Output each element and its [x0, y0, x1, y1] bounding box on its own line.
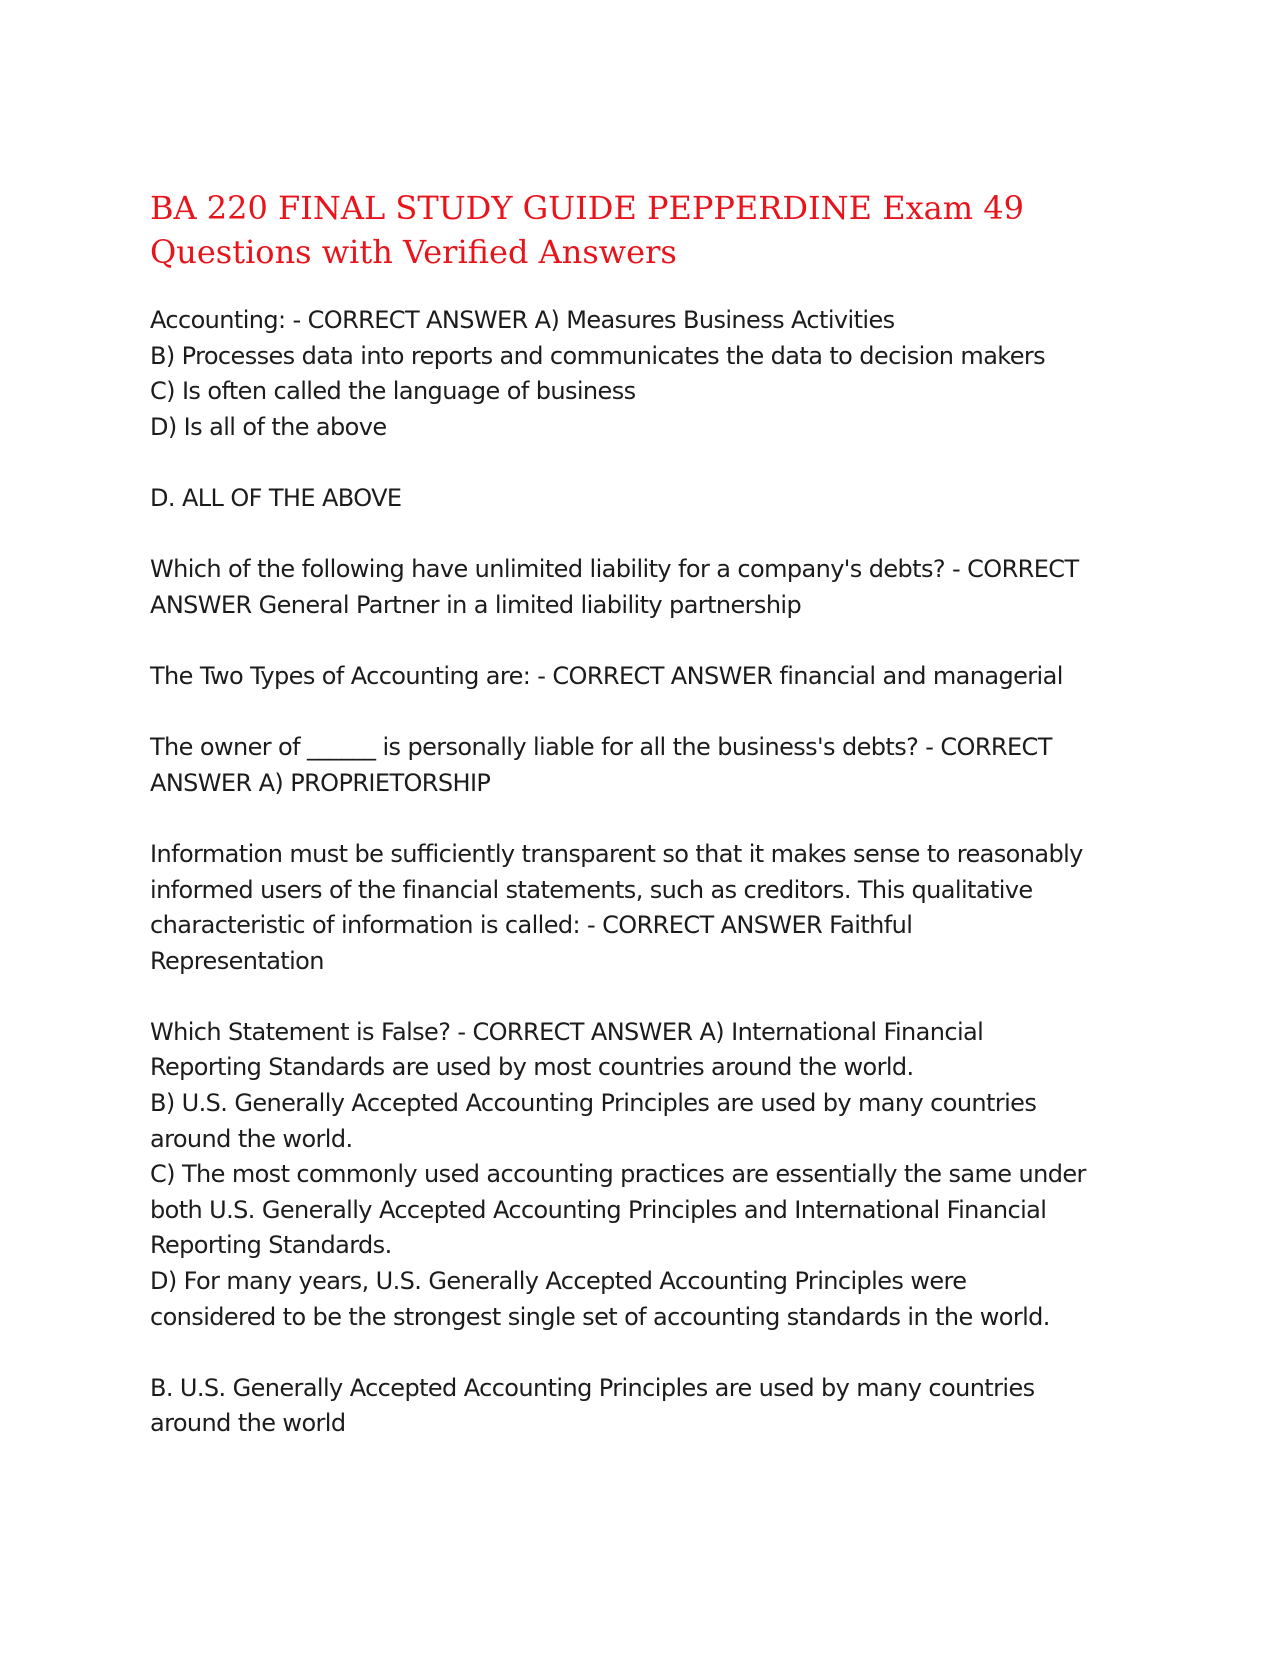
text-line: B) Processes data into reports and communicates the data to decision makers — [150, 341, 1046, 370]
qa-paragraph — [150, 659, 1130, 695]
text-line: Reporting Standards. — [150, 1231, 392, 1260]
text-line: D) For many years, U.S. Generally Accepted Accounting Principles were — [150, 1267, 967, 1296]
text-line: Information must be sufficiently transparent so that it makes sense to reasonably — [150, 839, 1083, 868]
text-line: C) Is often called the language of business — [150, 377, 636, 406]
text-line: around the world. — [150, 1124, 353, 1153]
qa-paragraph — [150, 303, 1130, 445]
text-line: D. ALL OF THE ABOVE — [150, 483, 402, 512]
text-line: informed users of the financial statements, such as creditors. This qualitative — [150, 875, 1033, 904]
text-line: Representation — [150, 946, 324, 975]
text-line: B) U.S. Generally Accepted Accounting Principles are used by many countries — [150, 1089, 1037, 1118]
qa-paragraph — [150, 1015, 1130, 1335]
document-content — [150, 186, 1130, 1478]
text-line: both U.S. Generally Accepted Accounting Principles and International Financial — [150, 1195, 1047, 1224]
text-line: Reporting Standards are used by most countries around the world. — [150, 1053, 914, 1082]
qa-paragraph — [150, 730, 1130, 801]
title-line: Questions with Verified Answers — [150, 233, 677, 271]
text-line: around the world — [150, 1409, 346, 1438]
qa-paragraph — [150, 481, 1130, 517]
qa-paragraph — [150, 837, 1130, 979]
text-line: Which of the following have unlimited liability for a company's debts? - CORRECT — [150, 555, 1079, 584]
qa-paragraph — [150, 552, 1130, 623]
qa-paragraph — [150, 1371, 1130, 1442]
text-line: D) Is all of the above — [150, 412, 387, 441]
text-line: The owner of ______ is personally liable for all the business's debts? - CORRECT — [150, 733, 1052, 762]
text-line: characteristic of information is called: - CORRECT ANSWER Faithful — [150, 911, 913, 940]
text-line: Accounting: - CORRECT ANSWER A) Measures Business Activities — [150, 306, 895, 334]
text-line: considered to be the strongest single set of accounting standards in the world. — [150, 1302, 1050, 1331]
text-line: ANSWER General Partner in a limited liability partnership — [150, 590, 802, 619]
text-line: The Two Types of Accounting are: - CORRECT ANSWER financial and managerial — [150, 661, 1063, 690]
document-body — [150, 303, 1130, 1442]
document-title — [150, 186, 1130, 274]
text-line: C) The most commonly used accounting practices are essentially the same under — [150, 1160, 1086, 1189]
text-line: Which Statement is False? - CORRECT ANSWER A) International Financial — [150, 1017, 984, 1046]
text-line: B. U.S. Generally Accepted Accounting Principles are used by many countries — [150, 1373, 1035, 1402]
title-line: BA 220 FINAL STUDY GUIDE PEPPERDINE Exam 49 — [150, 189, 1024, 227]
text-line: ANSWER A) PROPRIETORSHIP — [150, 768, 491, 797]
